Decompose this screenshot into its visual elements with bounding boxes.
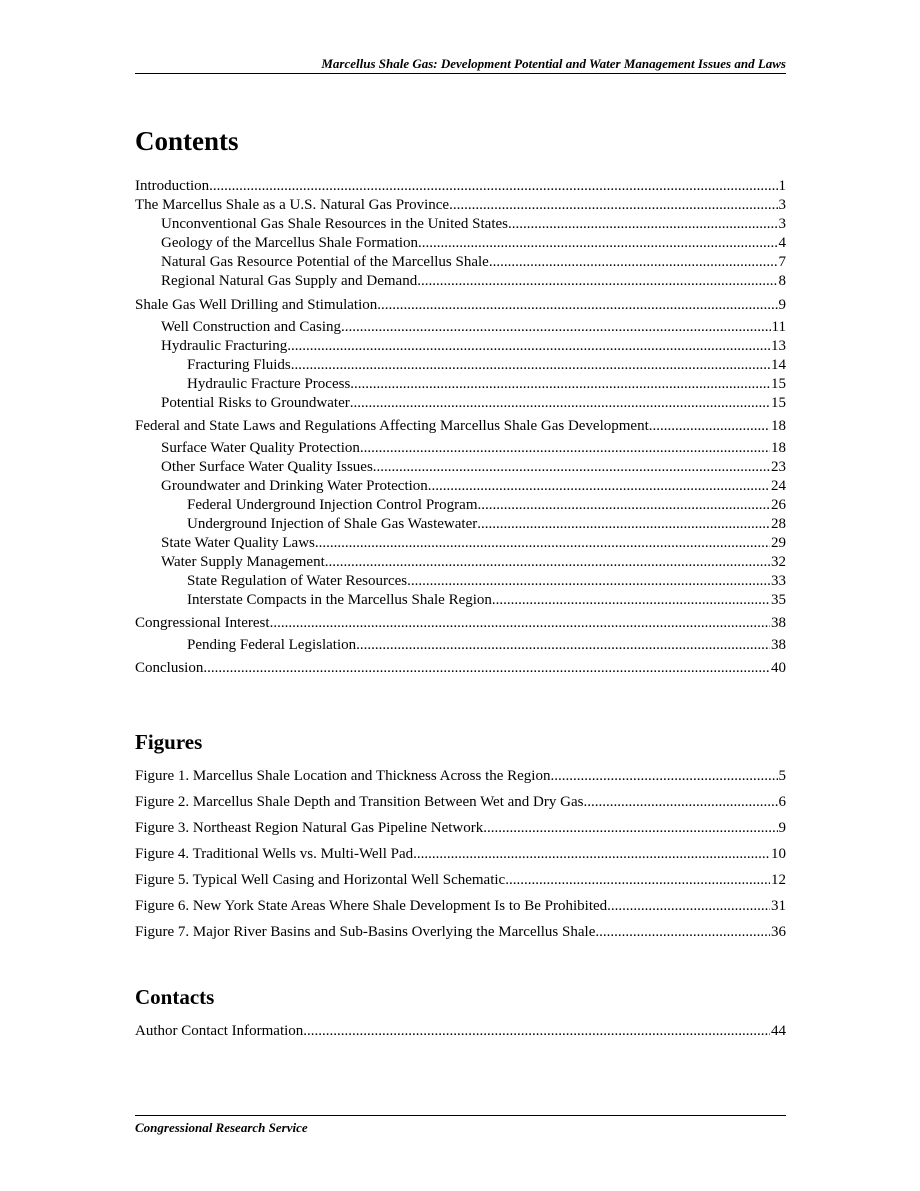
toc-entry-page-number: 29 <box>771 535 786 551</box>
dot-leader <box>649 417 770 436</box>
dot-leader <box>315 534 770 553</box>
toc-entry-label: Hydraulic Fracture Process <box>187 376 351 392</box>
toc-entry-page-number: 15 <box>771 395 786 411</box>
dot-leader <box>550 767 777 786</box>
figure-entry[interactable] <box>135 897 786 916</box>
toc-entry-page-number: 15 <box>771 376 786 392</box>
dot-leader <box>449 196 777 215</box>
toc-entry-label: Other Surface Water Quality Issues <box>161 459 373 475</box>
toc-entry[interactable] <box>161 234 786 253</box>
figure-entry-label: Figure 5. Typical Well Casing and Horizontal Well Schematic <box>135 872 506 888</box>
toc-entry-page-number: 9 <box>778 297 786 313</box>
dot-leader <box>350 394 770 413</box>
dot-leader <box>325 553 770 572</box>
toc-entry-page-number: 11 <box>771 319 786 335</box>
toc-entry-page-number: 38 <box>771 637 786 653</box>
dot-leader <box>492 591 770 610</box>
running-header: Marcellus Shale Gas: Development Potential and Water Management Issues and Laws <box>321 56 786 71</box>
figure-entry-page-number: 31 <box>771 898 786 914</box>
figure-entry-page-number: 10 <box>771 846 786 862</box>
figure-entry-page-number: 5 <box>778 768 786 784</box>
dot-leader <box>489 253 778 272</box>
figures-title: Figures <box>135 730 203 754</box>
figure-entry[interactable] <box>135 845 786 864</box>
dot-leader <box>418 234 777 253</box>
dot-leader <box>287 337 770 356</box>
toc-entry-label: The Marcellus Shale as a U.S. Natural Gas Province <box>135 197 450 213</box>
dot-leader <box>583 793 777 812</box>
toc-entry-page-number: 18 <box>771 440 786 456</box>
toc-entry-label: Geology of the Marcellus Shale Formation <box>161 235 419 251</box>
toc-entry[interactable] <box>161 272 786 291</box>
dot-leader <box>360 439 770 458</box>
toc-entry-page-number: 38 <box>771 615 786 631</box>
toc-entry[interactable] <box>135 659 786 678</box>
toc-entry-label: Federal and State Laws and Regulations Affecting Marcellus Shale Gas Development <box>135 418 649 434</box>
toc-entry[interactable] <box>161 394 786 413</box>
toc-entry-page-number: 33 <box>771 573 786 589</box>
figure-entry-page-number: 9 <box>778 820 786 836</box>
toc-entry[interactable] <box>161 477 786 496</box>
dot-leader <box>350 375 770 394</box>
dot-leader <box>203 659 770 678</box>
figure-entry[interactable] <box>135 793 786 812</box>
toc-entry-label: Fracturing Fluids <box>187 357 291 373</box>
dot-leader <box>341 318 771 337</box>
toc-entry-page-number: 23 <box>771 459 786 475</box>
dot-leader <box>373 458 770 477</box>
toc-entry-page-number: 32 <box>771 554 786 570</box>
toc-entry-label: Natural Gas Resource Potential of the Marcellus Shale <box>161 254 489 270</box>
figure-entry-label: Figure 6. New York State Areas Where Shale Development Is to Be Prohibited <box>135 898 608 914</box>
contact-entry-label: Author Contact Information <box>135 1023 304 1039</box>
contents-title: Contents <box>135 126 239 156</box>
toc-entry-page-number: 28 <box>771 516 786 532</box>
toc-entry-page-number: 7 <box>778 254 786 270</box>
toc-entry-page-number: 35 <box>771 592 786 608</box>
toc-entry[interactable] <box>187 515 786 534</box>
toc-entry[interactable] <box>187 356 786 375</box>
dot-leader <box>417 272 777 291</box>
toc-entry-label: Potential Risks to Groundwater <box>161 395 350 411</box>
dot-leader <box>477 515 770 534</box>
contact-entry[interactable] <box>135 1022 786 1041</box>
dot-leader <box>377 296 777 315</box>
toc-entry[interactable] <box>187 375 786 394</box>
toc-entry-label: Underground Injection of Shale Gas Wastewater <box>187 516 478 532</box>
dot-leader <box>508 215 777 234</box>
figure-entry-label: Figure 4. Traditional Wells vs. Multi-Well Pad <box>135 846 414 862</box>
toc-entry-label: Congressional Interest <box>135 615 270 631</box>
toc-entry-page-number: 14 <box>771 357 786 373</box>
toc-entry[interactable] <box>161 318 786 337</box>
dot-leader <box>270 614 770 633</box>
toc-entry[interactable] <box>187 591 786 610</box>
toc-entry-label: Conclusion <box>135 660 204 676</box>
toc-entry[interactable] <box>135 196 786 215</box>
figure-entry-label: Figure 7. Major River Basins and Sub-Basins Overlying the Marcellus Shale <box>135 924 596 940</box>
dot-leader <box>303 1022 770 1041</box>
toc-entry[interactable] <box>187 636 786 655</box>
toc-entry-page-number: 40 <box>771 660 786 676</box>
dot-leader <box>209 177 777 196</box>
toc-entry-label: State Regulation of Water Resources <box>187 573 408 589</box>
running-footer: Congressional Research Service <box>135 1120 308 1135</box>
dot-leader <box>505 871 770 890</box>
figure-entry[interactable] <box>135 767 786 786</box>
toc-entry-page-number: 18 <box>771 418 786 434</box>
toc-entry[interactable] <box>161 458 786 477</box>
toc-entry[interactable] <box>135 296 786 315</box>
toc-entry[interactable] <box>187 496 786 515</box>
toc-entry-page-number: 3 <box>778 216 786 232</box>
toc-entry[interactable] <box>161 253 786 272</box>
toc-entry[interactable] <box>187 572 786 591</box>
contact-entry-page-number: 44 <box>771 1023 786 1039</box>
toc-entry[interactable] <box>161 553 786 572</box>
toc-entry[interactable] <box>161 534 786 553</box>
toc-entry-label: Interstate Compacts in the Marcellus Shale Region <box>187 592 492 608</box>
toc-entry-label: Groundwater and Drinking Water Protection <box>161 478 428 494</box>
toc-entry-page-number: 24 <box>771 478 786 494</box>
figure-entry[interactable] <box>135 871 786 890</box>
toc-entry-page-number: 13 <box>771 338 786 354</box>
contacts-title: Contacts <box>135 985 215 1009</box>
footer-rule <box>135 1115 786 1116</box>
toc-entry-label: Unconventional Gas Shale Resources in the United States <box>161 216 509 232</box>
toc-entry-label: Hydraulic Fracturing <box>161 338 288 354</box>
figure-entry-page-number: 36 <box>771 924 786 940</box>
dot-leader <box>413 845 770 864</box>
toc-entry-label: Introduction <box>135 178 210 194</box>
toc-entry-page-number: 1 <box>778 178 786 194</box>
figure-entry-page-number: 12 <box>771 872 786 888</box>
toc-entry-page-number: 8 <box>778 273 786 289</box>
figure-entry-label: Figure 2. Marcellus Shale Depth and Transition Between Wet and Dry Gas <box>135 794 584 810</box>
toc-entry[interactable] <box>161 439 786 458</box>
toc-entry-page-number: 3 <box>778 197 786 213</box>
toc-entry[interactable] <box>161 337 786 356</box>
toc-entry-label: State Water Quality Laws <box>161 535 315 551</box>
toc-entry-label: Regional Natural Gas Supply and Demand <box>161 273 418 289</box>
dot-leader <box>356 636 770 655</box>
dot-leader <box>407 572 770 591</box>
figure-entry-label: Figure 3. Northeast Region Natural Gas Pipeline Network <box>135 820 484 836</box>
toc-entry-page-number: 4 <box>778 235 786 251</box>
header-rule <box>135 73 786 74</box>
figure-entry[interactable] <box>135 923 786 942</box>
dot-leader <box>428 477 770 496</box>
toc-entry[interactable] <box>135 614 786 633</box>
toc-entry-label: Pending Federal Legislation <box>187 637 357 653</box>
toc-entry-label: Water Supply Management <box>161 554 325 570</box>
dot-leader <box>291 356 770 375</box>
dot-leader <box>607 897 770 916</box>
toc-entry-label: Surface Water Quality Protection <box>161 440 360 456</box>
toc-entry[interactable] <box>135 417 786 436</box>
toc-entry-label: Shale Gas Well Drilling and Stimulation <box>135 297 378 313</box>
toc-entry[interactable] <box>161 215 786 234</box>
dot-leader <box>478 496 771 515</box>
dot-leader <box>483 819 777 838</box>
toc-entry[interactable] <box>135 177 786 196</box>
figure-entry-label: Figure 1. Marcellus Shale Location and Thickness Across the Region <box>135 768 551 784</box>
dot-leader <box>595 923 770 942</box>
figure-entry-page-number: 6 <box>778 794 786 810</box>
toc-entry-label: Federal Underground Injection Control Program <box>187 497 478 513</box>
figure-entry[interactable] <box>135 819 786 838</box>
toc-entry-label: Well Construction and Casing <box>161 319 342 335</box>
toc-entry-page-number: 26 <box>771 497 786 513</box>
